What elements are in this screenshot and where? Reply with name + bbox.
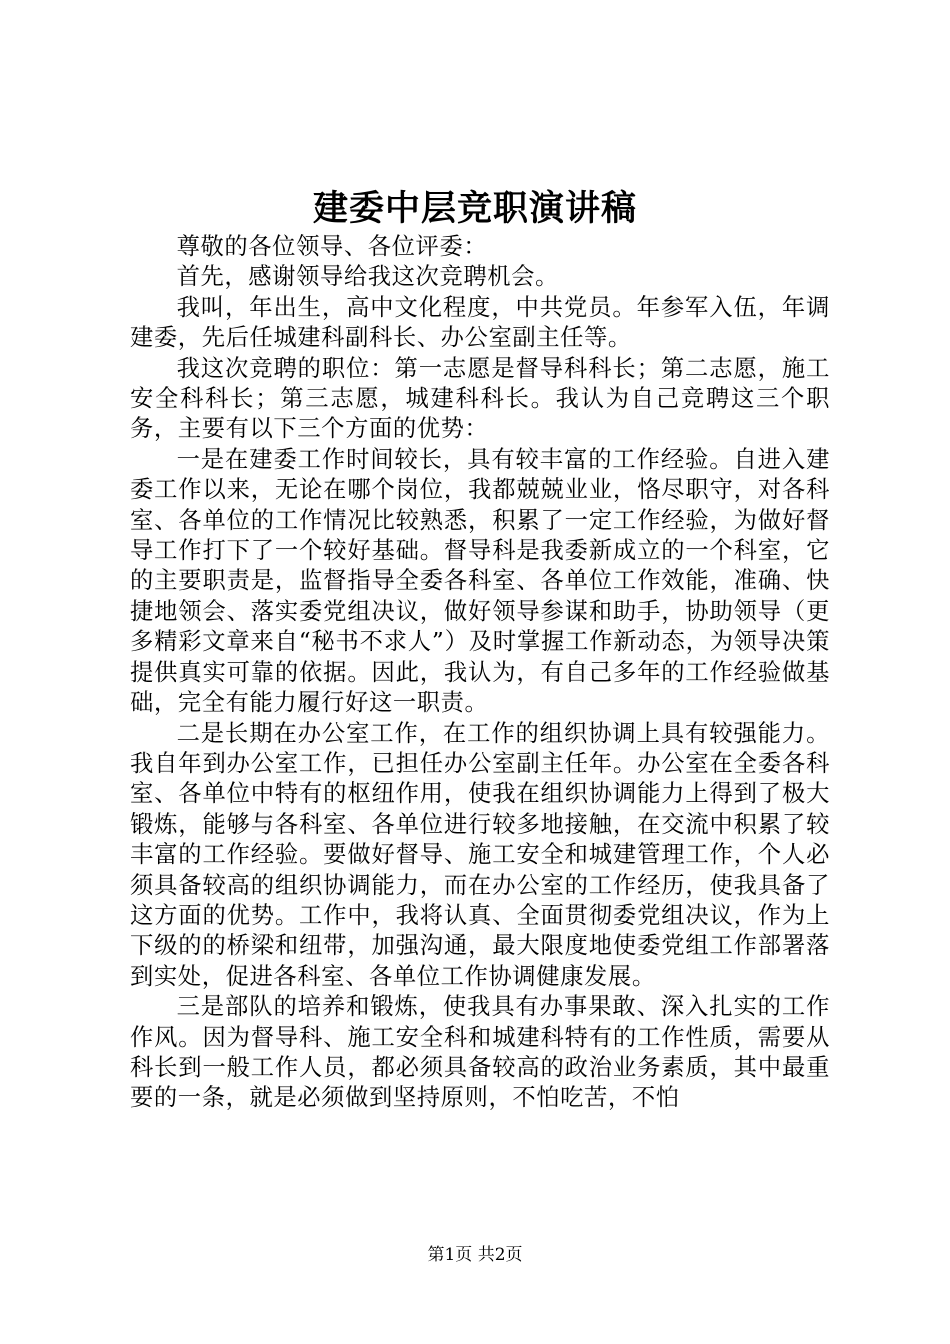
paragraph-advantage-3: 三是部队的培养和锻炼，使我具有办事果敢、深入扎实的工作作风。因为督导科、施工安全科和城建科特有的工作性质，需要从科长到一般工作人员，都必须具备较高的政治业务素质，其中最重要的一条，就是必须做到坚持原则，不怕吃苦，不怕 xyxy=(130,993,830,1112)
document-title: 建委中层竞职演讲稿 xyxy=(312,188,637,229)
paragraph-salutation: 尊敬的各位领导、各位评委： xyxy=(176,233,488,260)
paragraph-self-intro: 我叫，年出生，高中文化程度，中共党员。年参军入伍，年调建委，先后任城建科副科长、办公室副主任等。 xyxy=(130,293,830,352)
paragraph-positions: 我这次竞聘的职位：第一志愿是督导科科长；第二志愿，施工安全科科长；第三志愿，城建科科长。我认为自己竞聘这三个职务，主要有以下三个方面的优势： xyxy=(130,354,830,443)
paragraph-advantage-2: 二是长期在办公室工作，在工作的组织协调上具有较强能力。我自年到办公室工作，已担任办公室副主任年。办公室在全委各科室、各单位中特有的枢纽作用，使我在组织协调能力上得到了极大锻炼，能够与各科室、各单位进行较多地接触，在交流中积累了较丰富的工作经验。要做好督导、施工安全和城建管理工作，个人必须具备较高的组织协调能力，而在办公室的工作经历，使我具备了这方面的优势。工作中，我将认真、全面贯彻委党组决议，作为上下级的的桥梁和纽带，加强沟通，最大限度地使委党组工作部署落到实处，促进各科室、各单位工作协调健康发展。 xyxy=(130,719,830,990)
document-body xyxy=(130,232,830,1114)
paragraph-thanks: 首先，感谢领导给我这次竞聘机会。 xyxy=(176,263,559,291)
page-footer: 第1页 共2页 xyxy=(427,1245,523,1265)
paragraph-advantage-1: 一是在建委工作时间较长，具有较丰富的工作经验。自进入建委工作以来，无论在哪个岗位，我都兢兢业业，恪尽职守，对各科室、各单位的工作情况比较熟悉，积累了一定工作经验，为做好督导工作打下了一个较好基础。督导科是我委新成立的一个科室，它的主要职责是，监督指导全委各科室、各单位工作效能，准确、快捷地领会、落实委党组决议，做好领导参谋和助手，协助领导（更多精彩文章来自“秘书不求人”）及时掌握工作新动态，为领导决策提供真实可靠的依据。因此，我认为，有自己多年的工作经验做基础，完全有能力履行好这一职责。 xyxy=(130,445,830,717)
